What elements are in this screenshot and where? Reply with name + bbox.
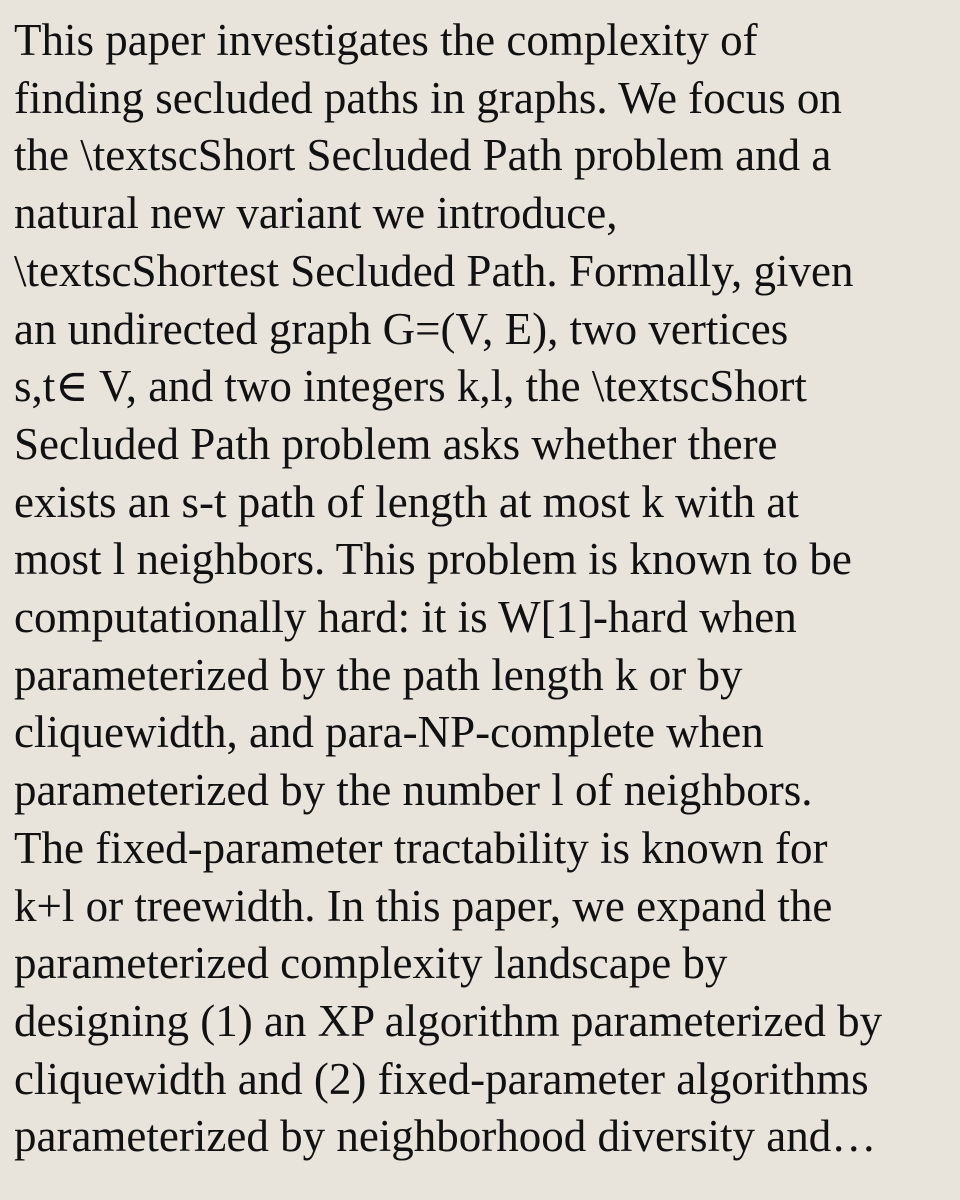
text-line: The fixed-parameter tractability is known for	[14, 822, 828, 873]
text-line: exists an s-t path of length at most k with at	[14, 476, 799, 527]
text-line: an undirected graph G=(V, E), two vertices	[14, 303, 789, 354]
text-line: k+l or treewidth. In this paper, we expand the	[14, 880, 833, 931]
text-line: parameterized by the path length k or by	[14, 649, 743, 700]
text-line: s,t∈ V, and two integers k,l, the \textscShort	[14, 361, 807, 412]
text-line: designing (1) an XP algorithm parameterized by	[14, 995, 883, 1046]
text-line: computationally hard: it is W[1]-hard when	[14, 592, 797, 643]
text-line: parameterized by the number l of neighbors.	[14, 765, 813, 816]
abstract-paragraph	[14, 12, 948, 1166]
text-line: This paper investigates the complexity of	[14, 15, 758, 65]
text-line: the \textscShort Secluded Path problem and a	[14, 130, 832, 181]
text-line: parameterized complexity landscape by	[14, 938, 728, 989]
text-line: parameterized by neighborhood diversity and…	[14, 1111, 877, 1162]
text-line: natural new variant we introduce,	[14, 188, 618, 239]
text-line: cliquewidth, and para-NP-complete when	[14, 707, 764, 758]
text-line: cliquewidth and (2) fixed-parameter algorithms	[14, 1053, 869, 1104]
text-line: Secluded Path problem asks whether there	[14, 418, 778, 469]
text-line: most l neighbors. This problem is known to be	[14, 534, 852, 585]
text-line: \textscShortest Secluded Path. Formally, given	[14, 245, 854, 296]
text-line: finding secluded paths in graphs. We focus on	[14, 72, 842, 123]
